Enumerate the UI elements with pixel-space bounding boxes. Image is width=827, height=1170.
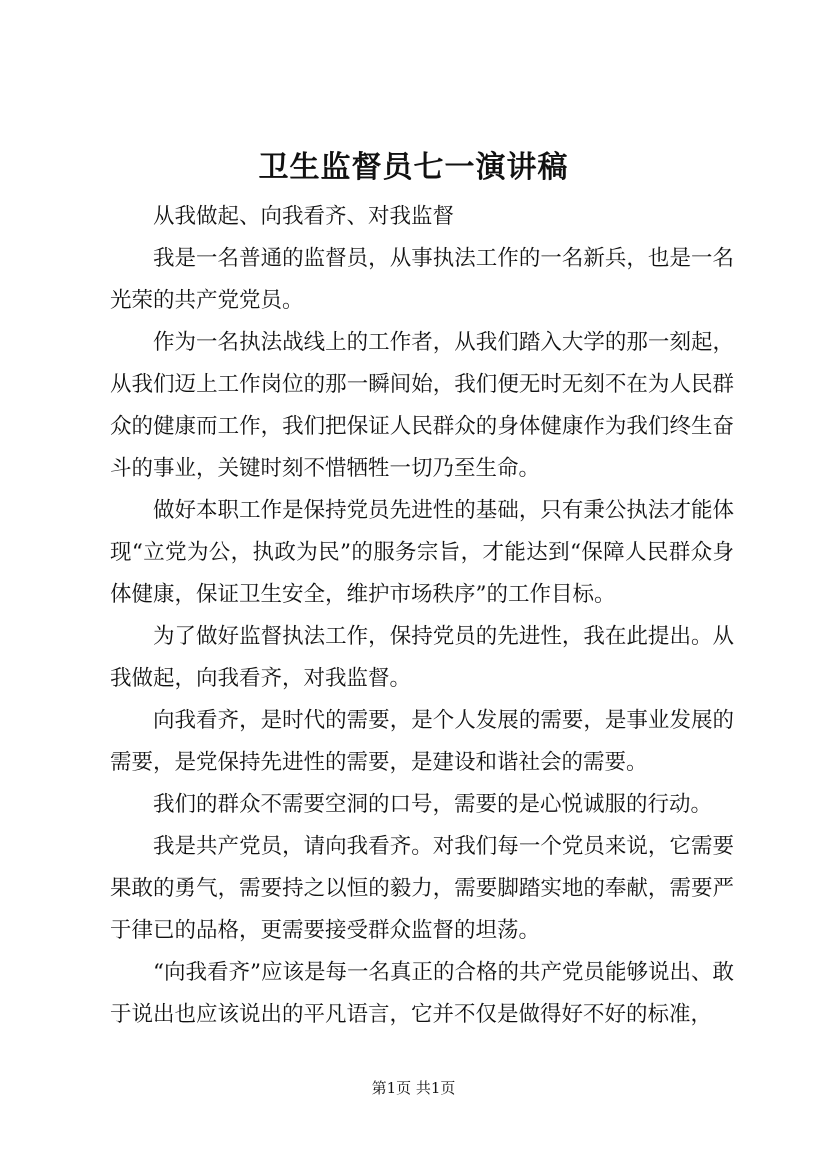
document-body <box>110 196 734 1036</box>
body-paragraph: 为了做好监督执法工作，保持党员的先进性，我在此提出。从我做起，向我看齐，对我监督。 <box>110 624 734 691</box>
body-paragraph: 我是共产党员，请向我看齐。对我们每一个党员来说，它需要果敢的勇气，需要持之以恒的毅力，需要脚踏实地的奉献，需要严于律已的品格，更需要接受群众监督的坦荡。 <box>110 834 734 943</box>
body-paragraph: 做好本职工作是保持党员先进性的基础，只有秉公执法才能体现“立党为公，执政为民”的服务宗旨，才能达到“保障人民群众身体健康，保证卫生安全，维护市场秩序”的工作目标。 <box>110 498 734 607</box>
subtitle-paragraph: 从我做起、向我看齐、对我监督 <box>153 204 455 229</box>
body-paragraph: 向我看齐，是时代的需要，是个人发展的需要，是事业发展的需要，是党保持先进性的需要，是建设和谐社会的需要。 <box>110 708 734 775</box>
body-paragraph: 我们的群众不需要空洞的口号，需要的是心悦诚服的行动。 <box>153 792 713 817</box>
body-paragraph: 我是一名普通的监督员，从事执法工作的一名新兵，也是一名光荣的共产党党员。 <box>110 246 734 313</box>
document-title: 卫生监督员七一演讲稿 <box>258 150 569 185</box>
page-footer: 第1页 共1页 <box>371 1079 456 1097</box>
body-paragraph: 作为一名执法战线上的工作者，从我们踏入大学的那一刻起，从我们迈上工作岗位的那一瞬间始，我们便无时无刻不在为人民群众的健康而工作，我们把保证人民群众的身体健康作为我们终生奋斗的事业，关键时刻不惜牺牲一切乃至生命。 <box>110 330 734 481</box>
body-paragraph: “向我看齐”应该是每一名真正的合格的共产党员能够说出、敢于说出也应该说出的平凡语言，它并不仅是做得好不好的标准， <box>110 960 734 1027</box>
